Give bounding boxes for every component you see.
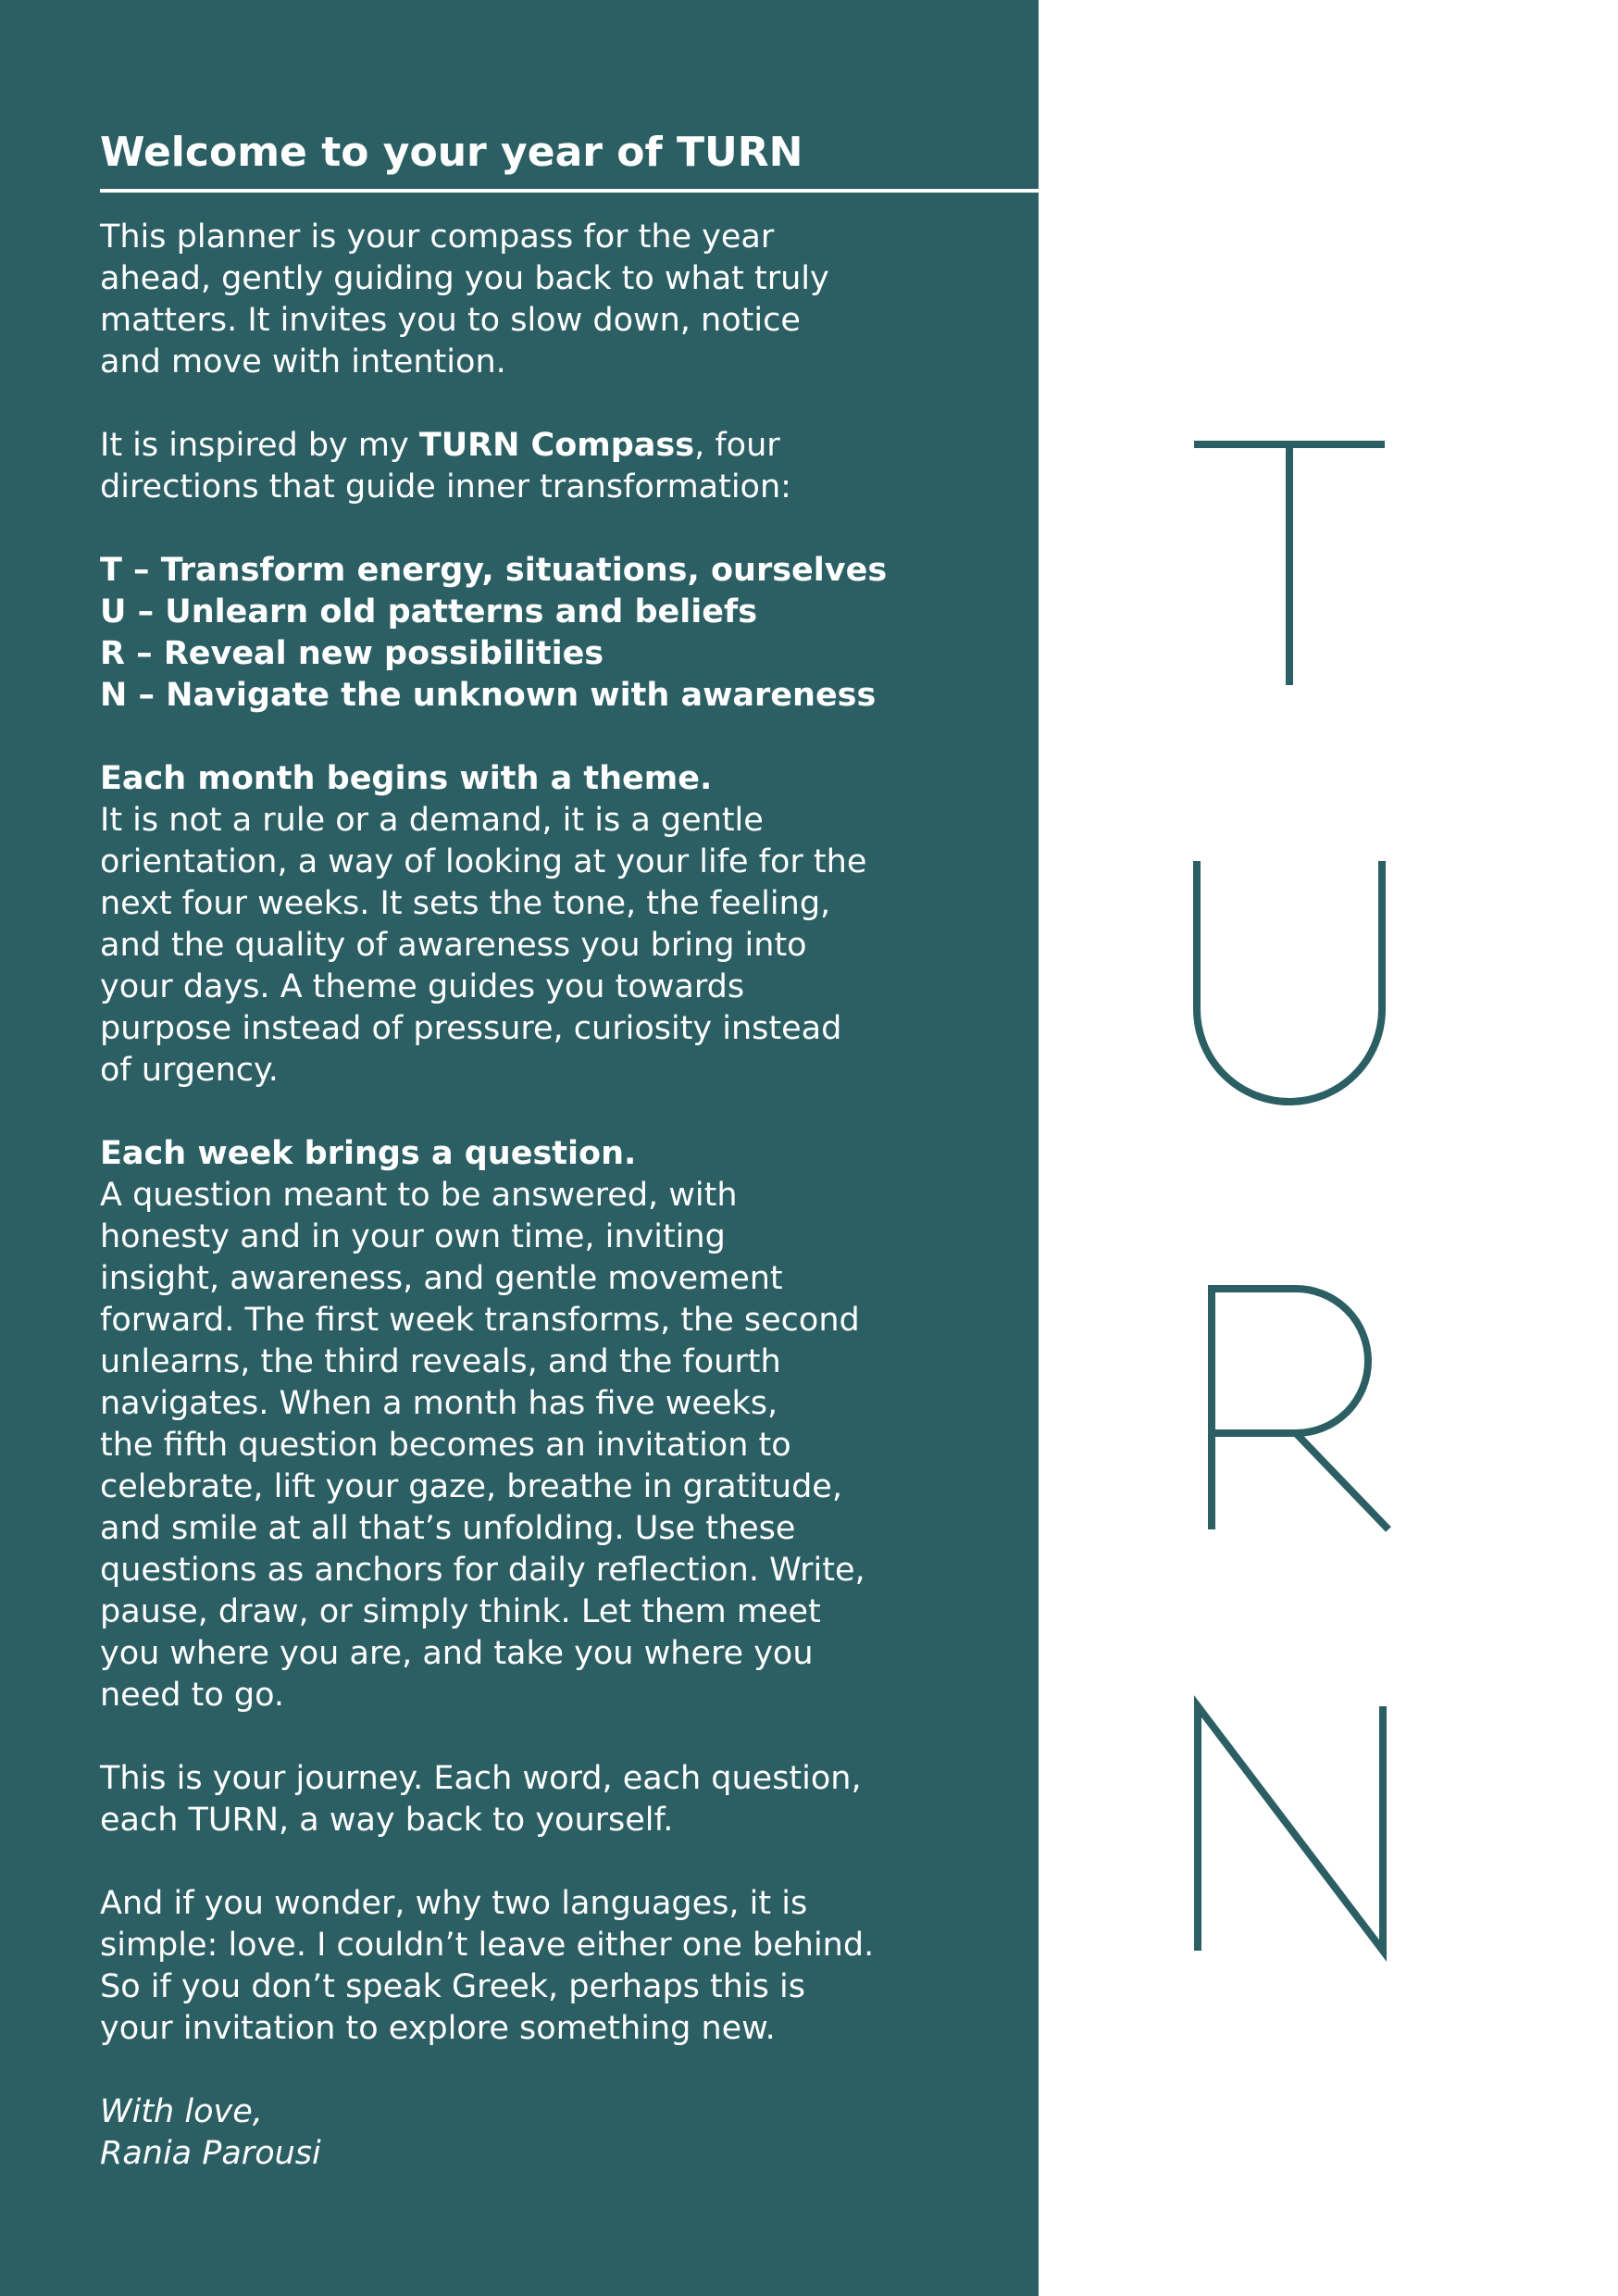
title-underline (100, 189, 1039, 193)
turn-letter-t (1194, 444, 1385, 685)
signature (100, 2091, 1026, 2175)
week-heading: Each week brings a question. (100, 1135, 637, 1172)
direction-navigate: N – Navigate the unknown with awareness (100, 677, 877, 714)
turn-letter-n (1198, 1706, 1383, 1951)
text-line: each TURN, a way back to yourself. (100, 1802, 674, 1839)
text-line: and smile at all that’s unfolding. Use these (100, 1510, 796, 1547)
text-line: So if you don’t speak Greek, perhaps this is (100, 1968, 805, 2005)
signature-closing: With love, (100, 2093, 263, 2130)
compass-line (100, 425, 1026, 467)
text-line: ahead, gently guiding you back to what truly (100, 260, 829, 297)
direction-transform: T – Transform energy, situations, ourselves (100, 552, 888, 589)
text-line: insight, awareness, and gentle movement (100, 1260, 783, 1297)
intro-paragraph (100, 217, 1026, 383)
compass-text-before: It is inspired by my (100, 427, 419, 464)
week-paragraph (100, 1133, 1026, 1716)
welcome-body (100, 217, 1026, 2216)
text-line: This planner is your compass for the year (100, 218, 775, 256)
text-line: next four weeks. It sets the tone, the feeling, (100, 885, 831, 922)
page-title: Welcome to your year of TURN (100, 129, 803, 176)
text-line: unlearns, the third reveals, and the fourth (100, 1343, 781, 1380)
turn-letter-r (1212, 1289, 1388, 1529)
text-line: of urgency. (100, 1052, 279, 1089)
month-heading: Each month begins with a theme. (100, 760, 713, 797)
text-line: you where you are, and take you where you (100, 1635, 814, 1672)
text-line: A question meant to be answered, with (100, 1177, 738, 1214)
compass-text-after: , four (694, 427, 780, 464)
text-line: your days. A theme guides you towards (100, 968, 745, 1005)
turn-letter-u (1197, 861, 1382, 1102)
directions-list (100, 550, 1026, 717)
text-line: honesty and in your own time, inviting (100, 1218, 726, 1255)
text-line: need to go. (100, 1677, 284, 1714)
compass-name: TURN Compass (418, 427, 695, 464)
text-line: navigates. When a month has five weeks, (100, 1385, 778, 1422)
text-line: and move with intention. (100, 343, 506, 381)
text-line: orientation, a way of looking at your life for the (100, 843, 867, 880)
text-line: the fifth question becomes an invitation to (100, 1427, 791, 1464)
text-line: your invitation to explore something new. (100, 2010, 776, 2047)
text-line: And if you wonder, why two languages, it is (100, 1885, 808, 1922)
month-paragraph (100, 758, 1026, 1092)
signature-name: Rania Parousi (100, 2135, 321, 2172)
text-line: It is not a rule or a demand, it is a gentle (100, 802, 764, 839)
direction-unlearn: U – Unlearn old patterns and beliefs (100, 593, 758, 630)
compass-paragraph (100, 425, 1026, 508)
text-line: This is your journey. Each word, each question, (100, 1760, 862, 1797)
text-line: directions that guide inner transformation: (100, 468, 791, 505)
text-line: matters. It invites you to slow down, notice (100, 302, 801, 339)
direction-reveal: R – Reveal new possibilities (100, 635, 604, 672)
text-line: forward. The first week transforms, the second (100, 1302, 860, 1339)
turn-wordmark (1039, 0, 1618, 2296)
text-line: pause, draw, or simply think. Let them meet (100, 1593, 821, 1630)
journey-paragraph (100, 1758, 1026, 1841)
text-line: simple: love. I couldn’t leave either one behind. (100, 1927, 875, 1964)
text-line: questions as anchors for daily reflection. Write, (100, 1552, 865, 1589)
text-line: purpose instead of pressure, curiosity instead (100, 1010, 842, 1047)
languages-paragraph (100, 1883, 1026, 2050)
text-line: and the quality of awareness you bring into (100, 927, 807, 964)
text-line: celebrate, lift your gaze, breathe in gratitude, (100, 1468, 842, 1505)
